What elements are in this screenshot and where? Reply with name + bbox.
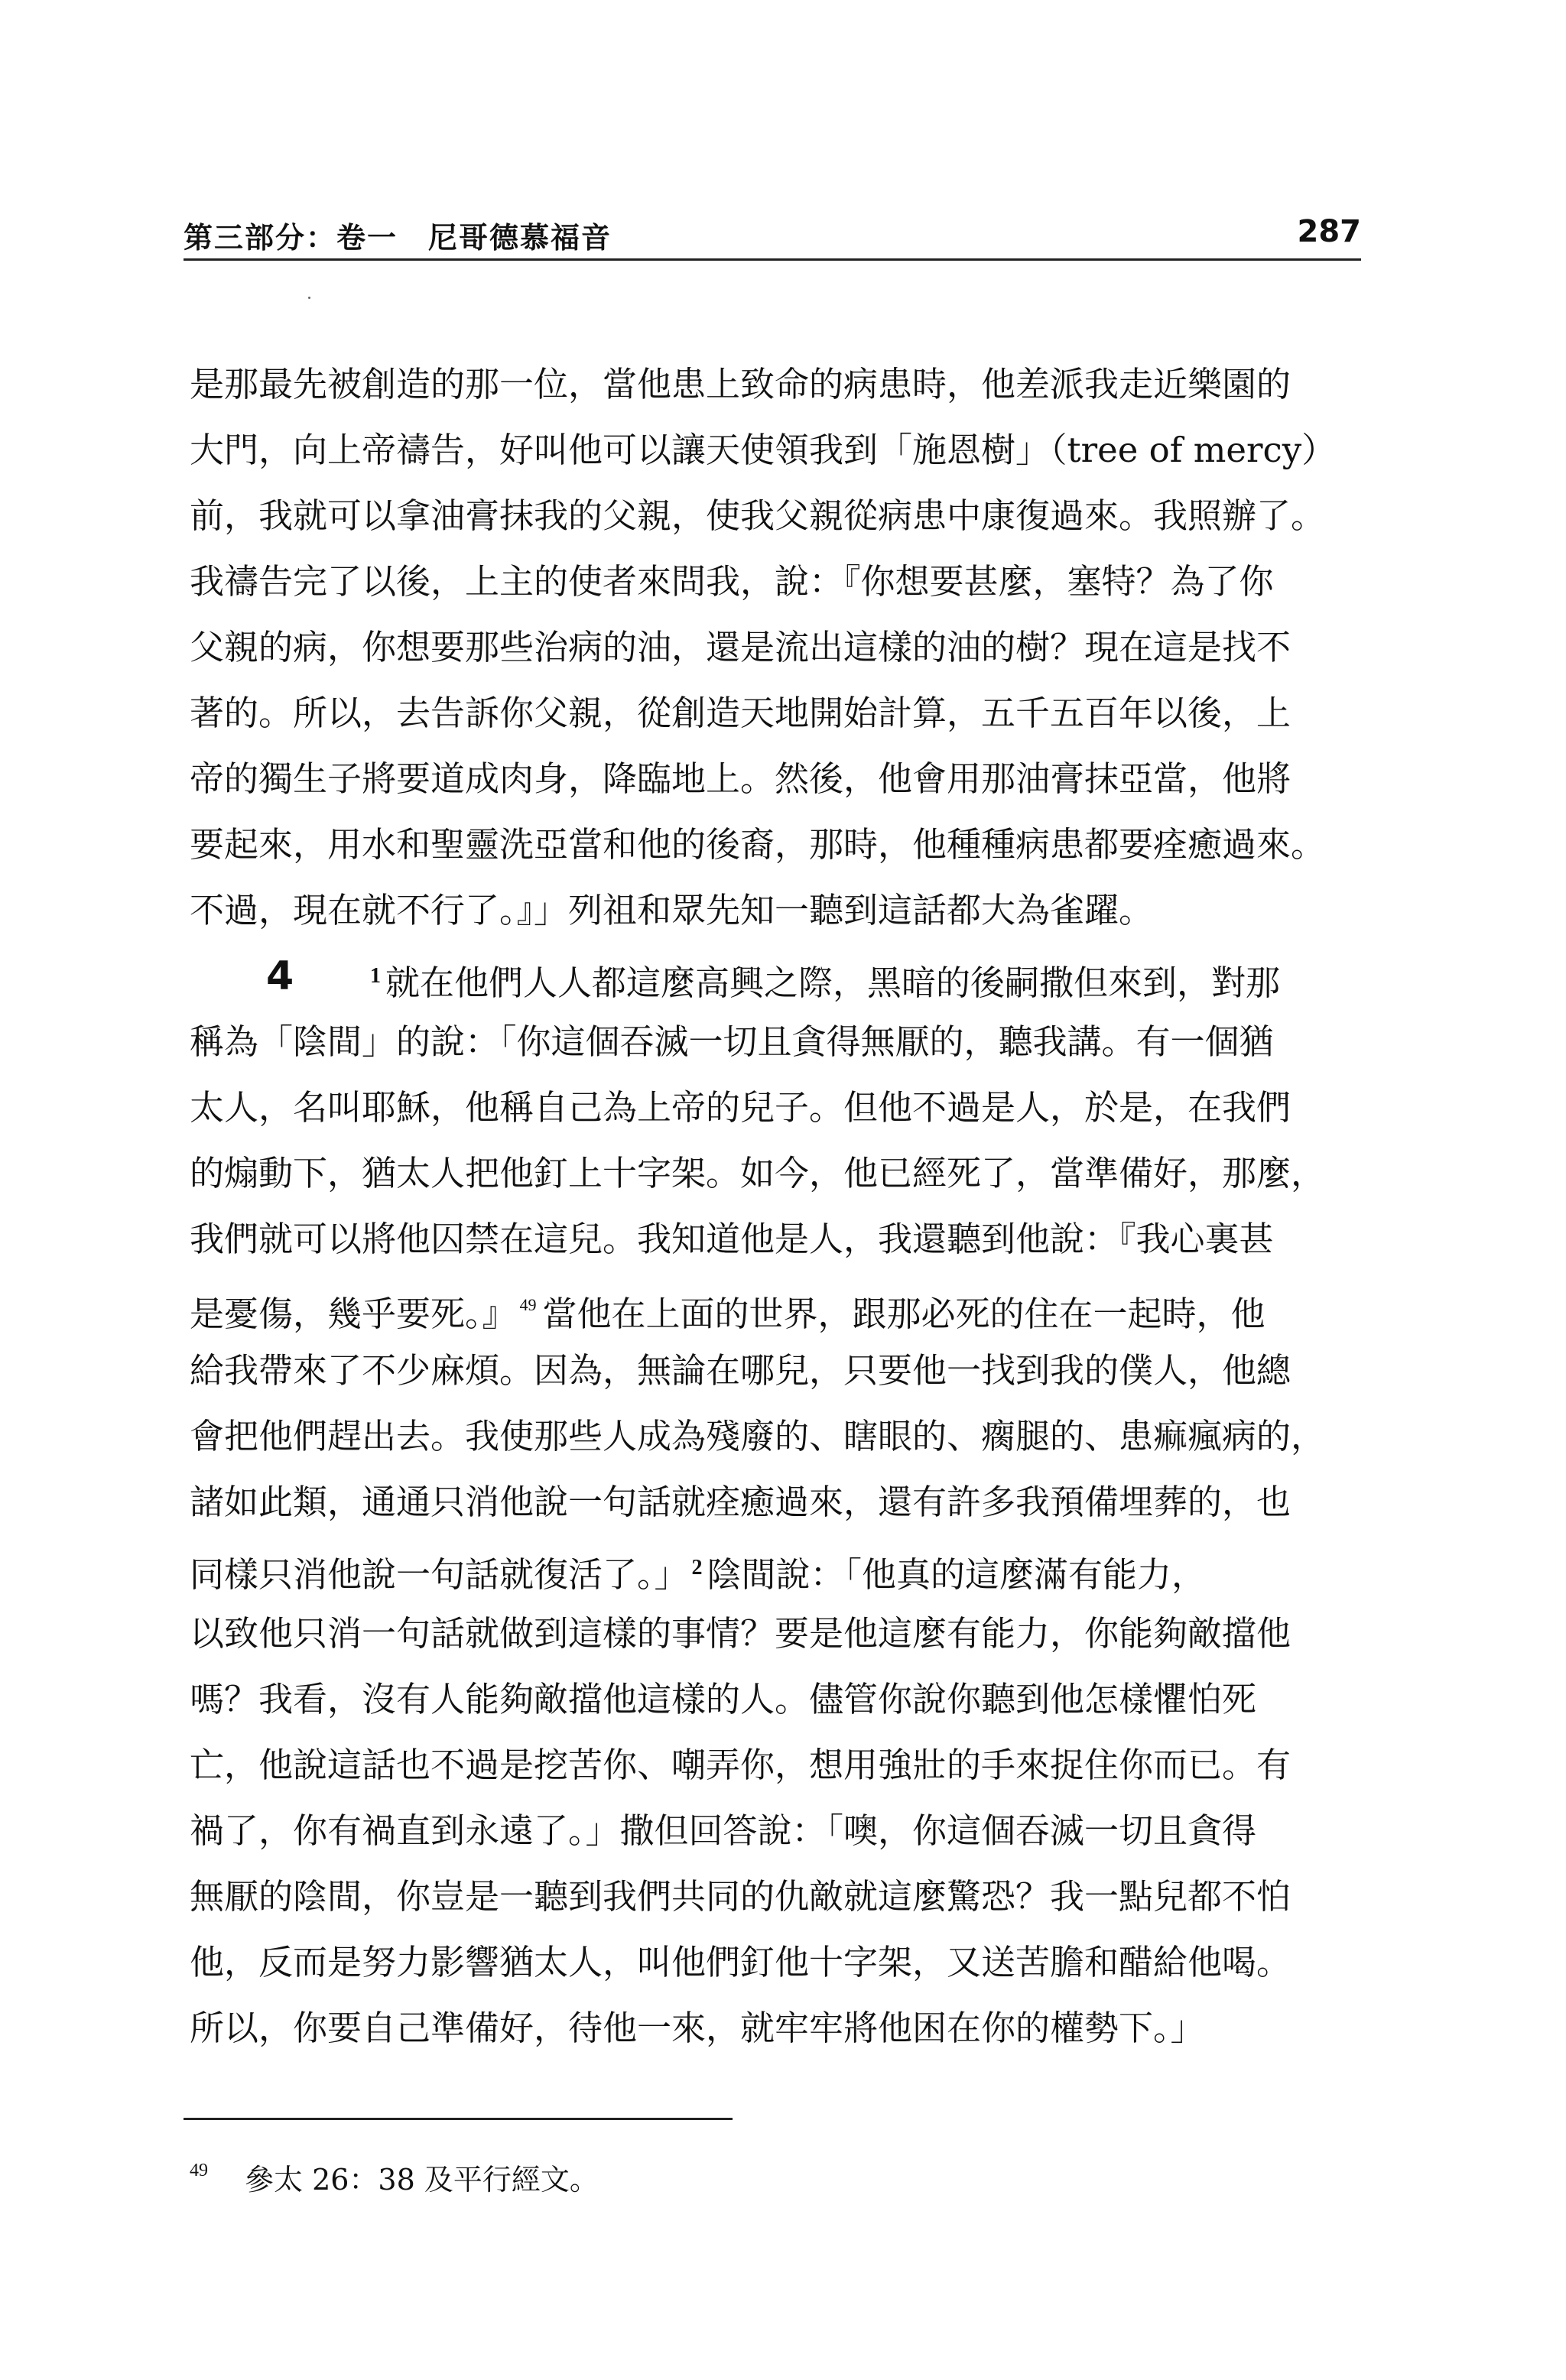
scan-speck [308,297,310,299]
text-line: 父親的病，你想要那些治病的油，還是流出這樣的油的樹？現在這是找不 [190,627,1291,667]
text-line: 他，反而是努力影響猶太人，叫他們釘他十字架，又送苦膽和醋給他喝。 [190,1942,1291,1982]
text-line: 太人，名叫耶穌，他稱自己為上帝的兒子。但他不過是人，於是，在我們 [190,1087,1291,1128]
text-line: 無厭的陰間，你豈是一聽到我們共同的仇敵就這麼驚恐？我一點兒都不怕 [190,1876,1291,1917]
text-line: 是憂傷，幾乎要死。』 $^{49}$ 當他在上面的世界，跟那必死的住在一起時，他 [190,1294,1265,1334]
text-line: 同樣只消他說一句話就復活了。」 $^2$ 陰間說：「他真的這麼滿有能力， [190,1554,1207,1595]
text-line: 以致他只消一句話就做到這樣的事情？要是他這麼有能力，你能夠敵擋他 [190,1613,1291,1654]
text-line: 亡，他說這話也不過是挖苦你、嘲弄你，想用強壯的手來捉住你而已。有 [190,1745,1291,1785]
text-line: 諸如此類，通通只消他說一句話就痊癒過來，還有許多我預備埋葬的，也 [190,1482,1291,1522]
text-line: 會把他們趕出去。我使那些人成為殘廢的、瞎眼的、瘸腿的、患痲瘋病的， [190,1416,1326,1456]
text-line: 的煽動下，猶太人把他釘上十字架。如今，他已經死了，當準備好，那麼， [190,1153,1326,1193]
text-line: 我禱告完了以後，上主的使者來問我，說：『你想要甚麼，塞特？為了你 [190,561,1274,602]
text-line: $^1$ 就在他們人人都這麼高興之際，黑暗的後嗣撒但來到，對那 [367,950,1360,1003]
text-line: 稱為「陰間」的說：「你這個吞滅一切且貪得無厭的，聽我講。有一個猶 [190,1021,1274,1062]
verse-number: 1 [370,964,381,988]
text-line: 禍了，你有禍直到永遠了。」撒但回答說：「噢，你這個吞滅一切且貪得 [190,1810,1257,1851]
text-line: 我們就可以將他囚禁在這兒。我知道他是人，我還聽到他說：『我心裏甚 [190,1219,1274,1259]
footnote-reference[interactable]: 49 [519,1295,537,1314]
verse-number: 2 [691,1556,703,1580]
footnote-number: 49 [190,2161,208,2180]
footnote [190,2156,599,2198]
text-line: 不過，現在就不行了。』」列祖和眾先知一聽到這話都大為雀躍。 [190,890,1154,930]
header-rule [184,258,1361,261]
text-line: 是那最先被創造的那一位，當他患上致命的病患時，他差派我走近樂園的 [190,364,1291,404]
text-line: 著的。所以，去告訴你父親，從創造天地開始計算，五千五百年以後，上 [190,693,1291,733]
text-line: 前，我就可以拿油膏抹我的父親，使我父親從病患中康復過來。我照辦了。 [190,495,1326,536]
text-line: 給我帶來了不少麻煩。因為，無論在哪兒，只要他一找到我的僕人，他總 [190,1350,1291,1391]
text-line: 要起來，用水和聖靈洗亞當和他的後裔，那時，他種種病患都要痊癒過來。 [190,824,1326,865]
text-line: 所以，你要自己準備好，待他一來，就牢牢將他困在你的權勢下。」 [190,2008,1205,2048]
text-line: 嗎？我看，沒有人能夠敵擋他這樣的人。儘管你說你聽到他怎樣懼怕死 [190,1679,1257,1719]
footnote-text: 參太 26：38 及平行經文。 [245,2163,599,2197]
running-header [184,214,1361,260]
text-line: 大門，向上帝禱告，好叫他可以讓天使領我到「施恩樹」（tree of mercy） [190,430,1337,470]
text-line: 帝的獨生子將要道成肉身，降臨地上。然後，他會用那油膏抹亞當，他將 [190,758,1291,799]
running-title: 第三部分：卷一 尼哥德慕福音 [184,221,612,255]
footnote-rule [184,2118,733,2120]
chapter-number: 4 [266,953,294,999]
page-number: 287 [1297,214,1361,249]
